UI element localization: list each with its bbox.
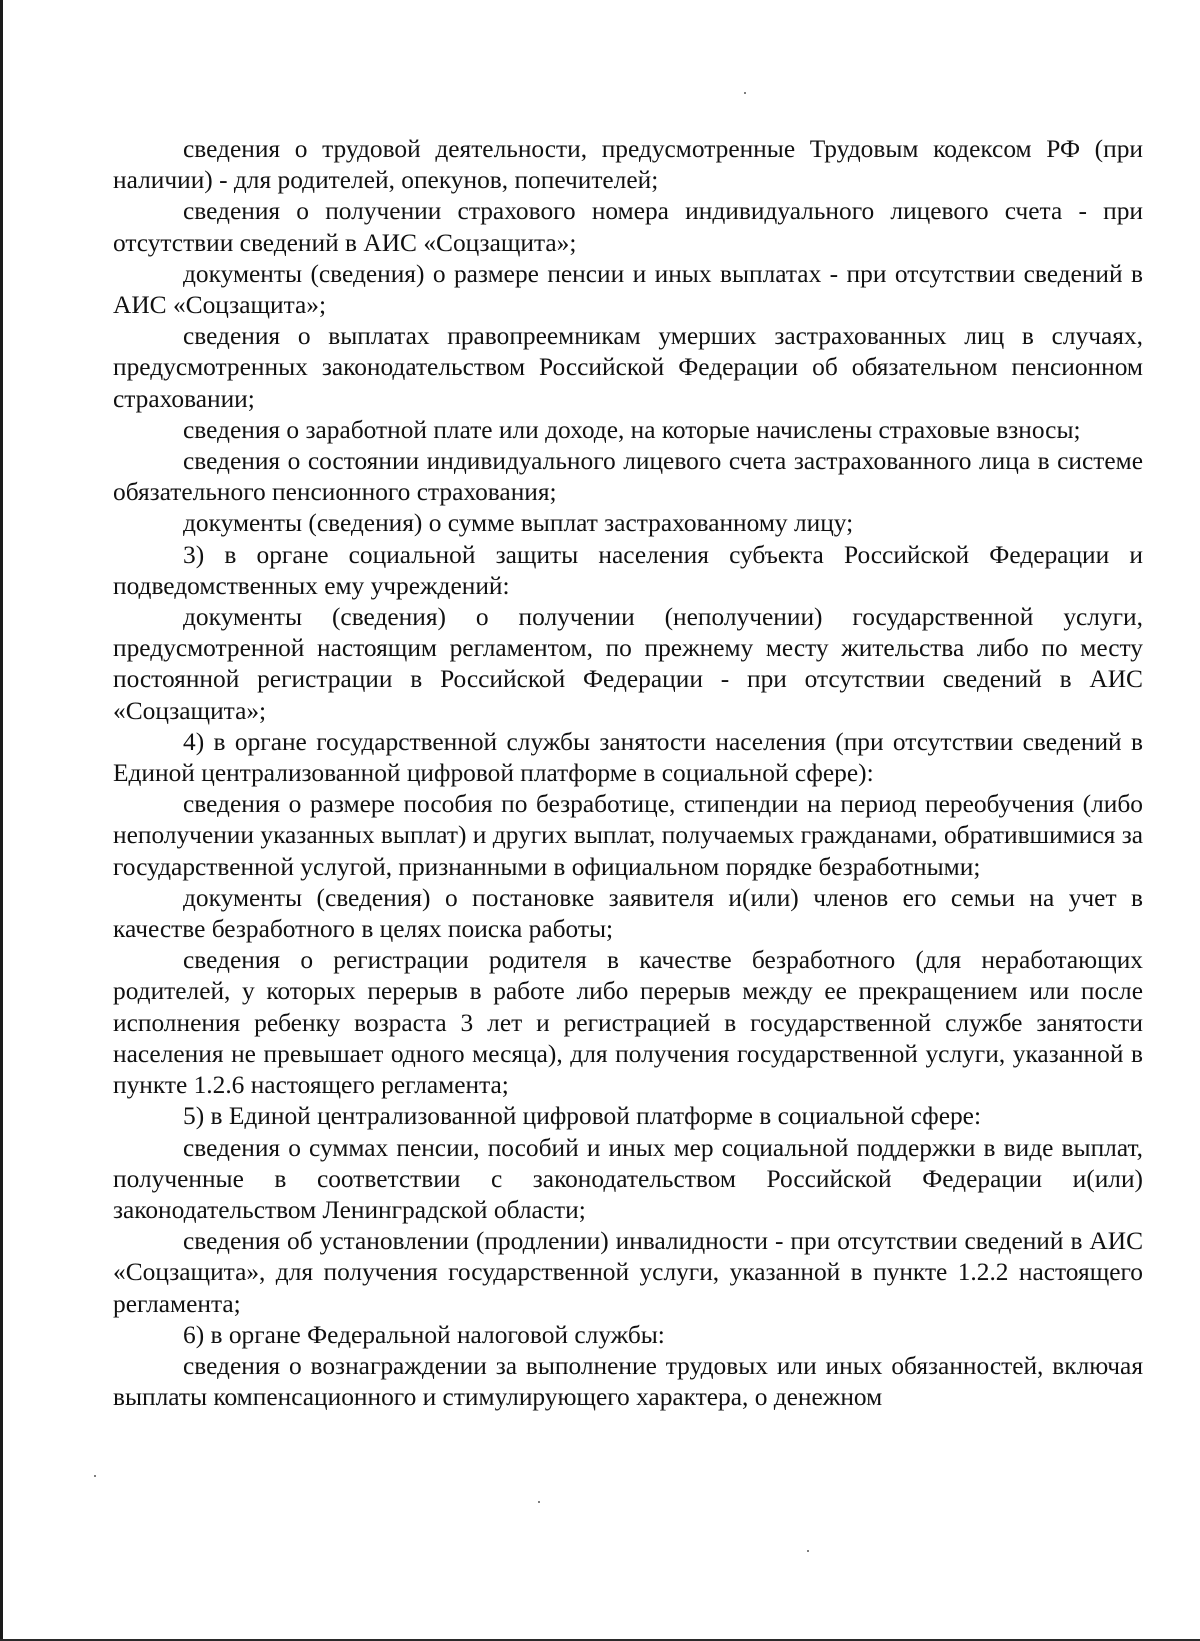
paragraph: 6) в органе Федеральной налоговой службы: — [183, 1320, 665, 1349]
paragraph: сведения о вознаграждении за выполнение трудовых или иных обязанностей, включая выплаты компенсационного и стимулирующего характера, о денежном — [113, 1351, 1143, 1412]
document-body — [113, 134, 1143, 1413]
scan-left-edge — [0, 0, 3, 1641]
paragraph: документы (сведения) о получении (неполучении) государственной услуги, предусмотренной настоящим регламентом, по прежнему месту жительства либо по месту постоянной регистрации в Российской Федерации - при отсутствии сведений в АИС «Соцзащита»; — [113, 603, 1143, 725]
paragraph: документы (сведения) о размере пенсии и иных выплатах - при отсутствии сведений в АИС «Соцзащита»; — [113, 259, 1143, 320]
scan-speck — [538, 1501, 540, 1503]
paragraph: сведения о регистрации родителя в качестве безработного (для неработающих родителей, у которых перерыв в работе либо перерыв между ее прекращением или после исполнения ребенку возраста 3 лет и регистрацией в государственной службе занятости населения не превышает одного месяца), для получения государственной услуги, указанной в пункте 1.2.6 настоящего регламента; — [113, 946, 1143, 1100]
paragraph: сведения о размере пособия по безработице, стипендии на период переобучения (либо неполучении указанных выплат) и других выплат, получаемых гражданами, обратившимися за государственной услугой, признанными в официальном порядке безработными; — [113, 790, 1143, 881]
paragraph: 5) в Единой централизованной цифровой платформе в социальной сфере: — [183, 1102, 982, 1131]
paragraph: сведения о трудовой деятельности, предусмотренные Трудовым кодексом РФ (при наличии) - для родителей, опекунов, попечителей; — [113, 135, 1143, 195]
paragraph: сведения об установлении (продлении) инвалидности - при отсутствии сведений в АИС «Соцзащита», для получения государственной услуги, указанной в пункте 1.2.2 настоящего регламента; — [113, 1227, 1143, 1318]
paragraph: 3) в органе социальной защиты населения субъекта Российской Федерации и подведомственных ему учреждений: — [113, 540, 1143, 600]
paragraph: документы (сведения) о постановке заявителя и(или) членов его семьи на учет в качестве безработного в целях поиска работы; — [113, 883, 1143, 944]
paragraph: сведения о суммах пенсии, пособий и иных мер социальной поддержки в виде выплат, полученные в соответствии с законодательством Российской Федерации и(или) законодательством Ленинградской области; — [113, 1133, 1143, 1224]
paragraph: сведения о получении страхового номера индивидуального лицевого счета - при отсутствии сведений в АИС «Соцзащита»; — [113, 197, 1143, 257]
scan-speck — [744, 92, 746, 94]
paragraph: сведения о состоянии индивидуального лицевого счета застрахованного лица в системе обязательного пенсионного страхования; — [113, 447, 1143, 507]
paragraph: сведения о выплатах правопреемникам умерших застрахованных лиц в случаях, предусмотренных законодательством Российской Федерации об обязательном пенсионном страховании; — [113, 322, 1143, 413]
scan-speck — [807, 1550, 809, 1552]
paragraph: 4) в органе государственной службы занятости населения (при отсутствии сведений в Единой централизованной цифровой платформе в социальной сфере): — [113, 727, 1143, 788]
paragraph: сведения о заработной плате или доходе, на которые начислены страховые взносы; — [183, 415, 1081, 444]
paragraph: документы (сведения) о сумме выплат застрахованному лицу; — [183, 509, 854, 538]
scan-speck — [94, 1475, 96, 1477]
